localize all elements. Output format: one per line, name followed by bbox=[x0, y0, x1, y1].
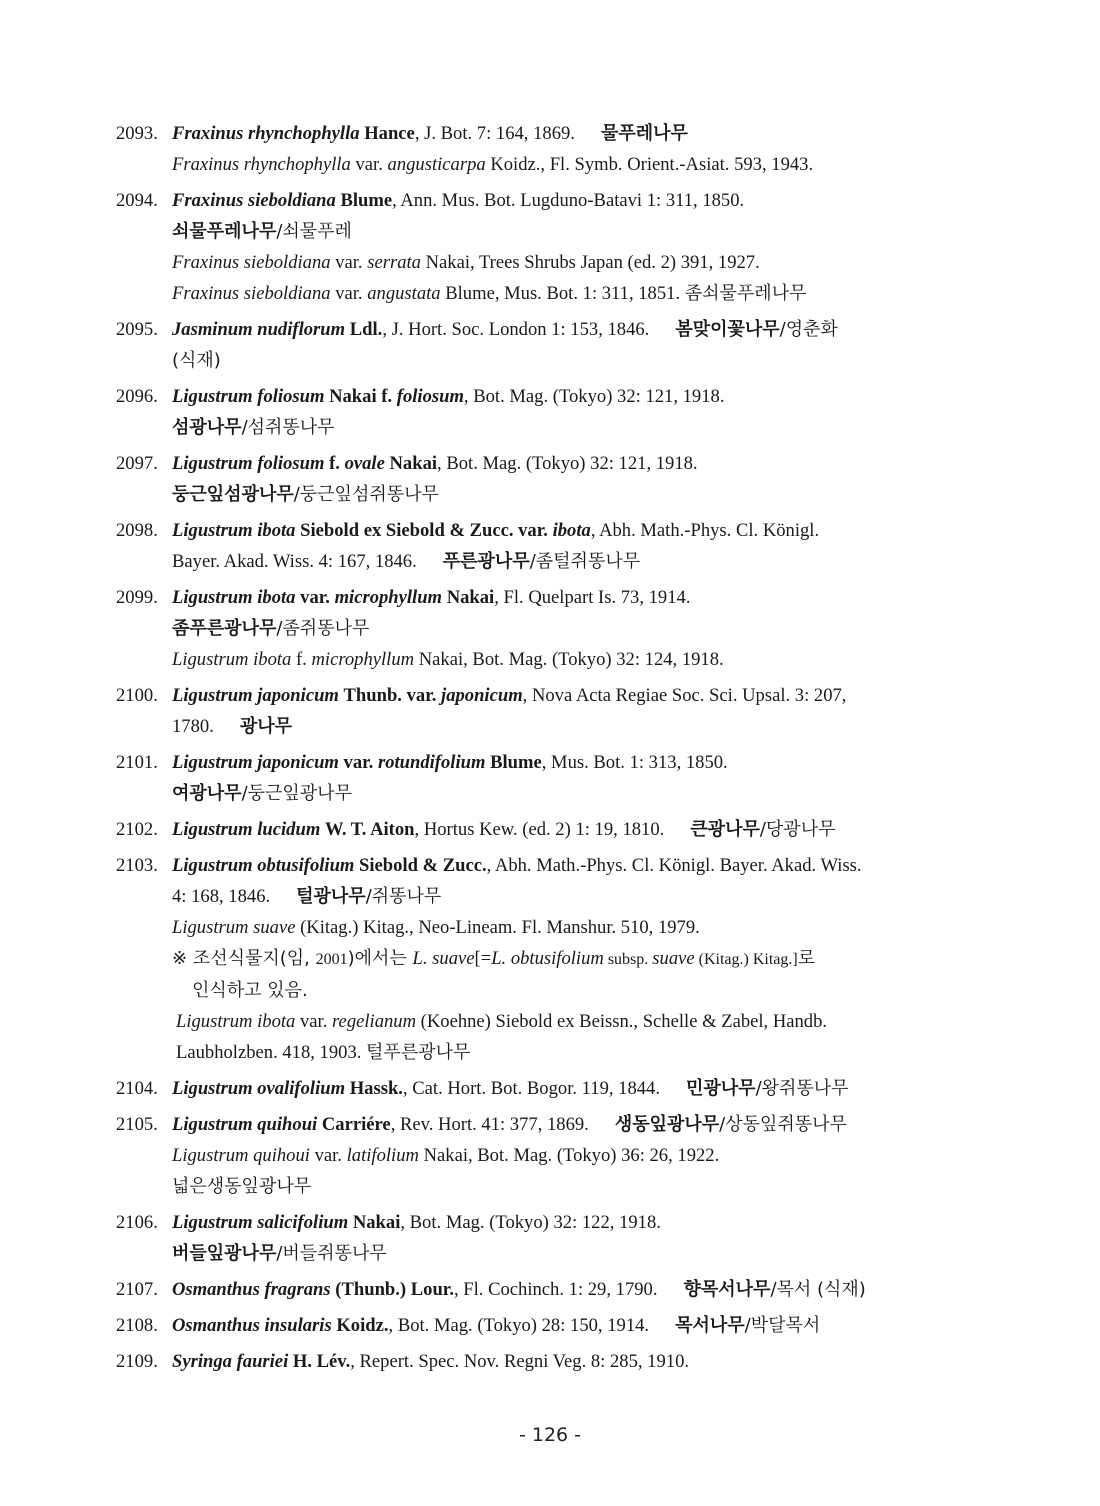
species-entry bbox=[116, 747, 996, 809]
synonym-name: Fraxinus sieboldiana bbox=[172, 283, 331, 304]
entry-line bbox=[116, 546, 996, 577]
citation-text: (Kitag.) Kitag., Neo-Lineam. Fl. Manshur. 510, 1979. bbox=[295, 917, 700, 938]
citation-text: var. bbox=[295, 1011, 333, 1032]
page-number: - 126 - bbox=[518, 1424, 582, 1446]
citation-text: , Mus. Bot. 1: 313, 1850. bbox=[541, 752, 728, 773]
citation-text: , Rev. Hort. 41: 377, 1869. bbox=[390, 1114, 589, 1135]
citation-text: [= bbox=[474, 948, 492, 969]
scientific-name: rotundifolium bbox=[377, 752, 486, 773]
synonym-name: serrata bbox=[367, 252, 421, 273]
author-name: Nakai bbox=[389, 453, 438, 474]
korean-text: /둥근잎섬쥐똥나무 bbox=[293, 484, 439, 505]
species-entry bbox=[116, 582, 996, 675]
entry-number: 2102. bbox=[116, 819, 158, 840]
korean-name: 생동잎광나무 bbox=[614, 1114, 720, 1135]
korean-text: /쥐똥나무 bbox=[365, 886, 442, 907]
korean-text: /좀털쥐똥나무 bbox=[529, 551, 641, 572]
scientific-name: Ligustrum japonicum bbox=[172, 752, 339, 773]
korean-name: 섬광나무 bbox=[172, 417, 242, 438]
species-entry bbox=[116, 1109, 996, 1202]
scientific-name: ovale bbox=[344, 453, 385, 474]
entry-line bbox=[116, 975, 996, 1006]
citation-text: Blume, Mus. Bot. 1: 311, 1851. bbox=[440, 283, 685, 304]
entry-line bbox=[116, 479, 996, 510]
korean-name: 둥근잎섬광나무 bbox=[172, 484, 294, 505]
entry-line bbox=[116, 1238, 996, 1269]
scientific-name: japonicum bbox=[441, 685, 523, 706]
citation-text: , Fl. Quelpart Is. 73, 1914. bbox=[494, 587, 691, 608]
korean-text: /좀쥐똥나무 bbox=[276, 618, 370, 639]
entry-line bbox=[116, 1310, 996, 1341]
author-name: Blume bbox=[490, 752, 542, 773]
author-name: Blume bbox=[340, 190, 393, 211]
entry-number: 2107. bbox=[116, 1279, 158, 1300]
citation-text: var. bbox=[330, 252, 368, 273]
scientific-name: Ligustrum ovalifolium bbox=[172, 1078, 346, 1099]
author-name: Carriére bbox=[321, 1114, 391, 1135]
korean-text: ※ 조선식물지(임, bbox=[172, 948, 316, 969]
entry-line bbox=[116, 314, 996, 345]
scientific-name: Ligustrum salicifolium bbox=[172, 1212, 349, 1233]
entry-number: 2106. bbox=[116, 1212, 158, 1233]
korean-text: /영춘화 bbox=[779, 319, 838, 340]
species-entry bbox=[116, 814, 996, 845]
species-entry bbox=[116, 515, 996, 577]
author-name: Koidz. bbox=[336, 1315, 389, 1336]
author-name: var. bbox=[300, 587, 335, 608]
korean-name: 푸른광나무 bbox=[442, 551, 530, 572]
entry-line bbox=[116, 943, 996, 975]
entry-number: 2100. bbox=[116, 685, 158, 706]
synonym-name: L. suave bbox=[412, 948, 475, 969]
entry-line bbox=[116, 448, 996, 479]
citation-text: , J. Hort. Soc. London 1: 153, 1846. bbox=[382, 319, 650, 340]
korean-name: 민광나무 bbox=[686, 1078, 756, 1099]
citation-text: Nakai, Bot. Mag. (Tokyo) 36: 26, 1922. bbox=[418, 1145, 720, 1166]
entry-line bbox=[116, 814, 996, 845]
entry-number: 2104. bbox=[116, 1078, 158, 1099]
citation-text: 2001 bbox=[315, 951, 348, 968]
entry-line bbox=[116, 1037, 996, 1068]
entry-line bbox=[116, 1140, 996, 1171]
author-name: Hance bbox=[364, 123, 415, 144]
entry-line bbox=[116, 644, 996, 675]
korean-name: 향목서나무 bbox=[683, 1279, 771, 1300]
korean-text: /버들쥐똥나무 bbox=[276, 1243, 387, 1264]
entry-line bbox=[116, 149, 996, 180]
entry-number: 2105. bbox=[116, 1114, 158, 1135]
species-list bbox=[116, 118, 996, 1382]
entry-number: 2097. bbox=[116, 453, 158, 474]
citation-text: , J. Bot. 7: 164, 1869. bbox=[414, 123, 575, 144]
korean-name: 물푸레나무 bbox=[600, 123, 688, 144]
scientific-name: Ligustrum ibota bbox=[172, 587, 296, 608]
entry-number: 2098. bbox=[116, 520, 158, 541]
korean-name: 버들잎광나무 bbox=[172, 1243, 277, 1264]
species-entry bbox=[116, 448, 996, 510]
scientific-name: Jasminum nudiflorum bbox=[172, 319, 346, 340]
korean-name: 털광나무 bbox=[296, 886, 366, 907]
entry-line bbox=[116, 381, 996, 412]
entry-number: 2093. bbox=[116, 123, 158, 144]
korean-name: 쇠물푸레나무 bbox=[172, 221, 277, 242]
korean-text: 로 bbox=[797, 948, 816, 969]
citation-text: f. bbox=[291, 649, 312, 670]
entry-line bbox=[116, 613, 996, 644]
species-entry bbox=[116, 1310, 996, 1341]
citation-text: var. bbox=[330, 283, 368, 304]
entry-line bbox=[116, 345, 996, 376]
korean-text: 좀쇠물푸레나무 bbox=[684, 283, 807, 304]
species-entry bbox=[116, 314, 996, 376]
korean-text: /쇠물푸레 bbox=[276, 221, 352, 242]
scientific-name: microphyllum bbox=[334, 587, 443, 608]
entry-line bbox=[116, 1073, 996, 1104]
author-name: Ldl. bbox=[349, 319, 383, 340]
citation-text: Nakai, Trees Shrubs Japan (ed. 2) 391, 1927. bbox=[420, 252, 760, 273]
author-name: W. T. Aiton bbox=[324, 819, 415, 840]
citation-text: , Repert. Spec. Nov. Regni Veg. 8: 285, 1910. bbox=[350, 1351, 690, 1372]
entry-number: 2096. bbox=[116, 386, 158, 407]
entry-line bbox=[116, 1346, 996, 1377]
synonym-name: suave bbox=[652, 948, 695, 969]
entry-number: 2099. bbox=[116, 587, 158, 608]
korean-text: /박달목서 bbox=[744, 1315, 821, 1336]
korean-text: /섬쥐똥나무 bbox=[241, 417, 335, 438]
korean-name: 큰광나무 bbox=[690, 819, 760, 840]
citation-text: (Koehne) Siebold ex Beissn., Schelle & Zabel, Handb. bbox=[416, 1011, 828, 1032]
korean-name: 광나무 bbox=[239, 716, 293, 737]
entry-number: 2094. bbox=[116, 190, 158, 211]
species-entry bbox=[116, 680, 996, 742]
citation-text: (Kitag.) Kitag.] bbox=[694, 951, 798, 968]
korean-text: (식재) bbox=[172, 350, 221, 371]
entry-line bbox=[116, 850, 996, 881]
korean-name: 봄맞이꽃나무 bbox=[675, 319, 780, 340]
author-name: Hassk. bbox=[349, 1078, 403, 1099]
synonym-name: microphyllum bbox=[311, 649, 415, 670]
scientific-name: foliosum bbox=[396, 386, 464, 407]
author-name: (Thunb.) Lour. bbox=[335, 1279, 454, 1300]
korean-name: 목서나무 bbox=[675, 1315, 745, 1336]
entry-line bbox=[116, 185, 996, 216]
entry-line bbox=[116, 1207, 996, 1238]
author-name: Siebold ex Siebold & Zucc. var. bbox=[300, 520, 553, 541]
entry-line bbox=[116, 1171, 996, 1202]
synonym-name: Fraxinus rhynchophylla bbox=[172, 154, 351, 175]
scientific-name: Ligustrum foliosum bbox=[172, 453, 325, 474]
species-entry bbox=[116, 1274, 996, 1305]
korean-text: 넓은생동잎광나무 bbox=[172, 1176, 312, 1197]
scientific-name: Fraxinus sieboldiana bbox=[172, 190, 336, 211]
citation-text: , Cat. Hort. Bot. Bogor. 119, 1844. bbox=[402, 1078, 660, 1099]
citation-text: , Abh. Math.-Phys. Cl. Königl. bbox=[590, 520, 820, 541]
citation-text: , Bot. Mag. (Tokyo) 32: 121, 1918. bbox=[437, 453, 698, 474]
synonym-name: angustata bbox=[367, 283, 441, 304]
scientific-name: Ligustrum japonicum bbox=[172, 685, 339, 706]
species-entry bbox=[116, 185, 996, 309]
entry-line bbox=[116, 247, 996, 278]
citation-text: 1780. bbox=[172, 716, 214, 737]
citation-text: , Hortus Kew. (ed. 2) 1: 19, 1810. bbox=[414, 819, 665, 840]
synonym-name: Ligustrum suave bbox=[172, 917, 296, 938]
scientific-name: Fraxinus rhynchophylla bbox=[172, 123, 360, 144]
entry-line bbox=[116, 1006, 996, 1037]
synonym-name: Ligustrum ibota bbox=[176, 1011, 296, 1032]
citation-text: Laubholzben. 418, 1903. bbox=[176, 1042, 367, 1063]
citation-text: , Abh. Math.-Phys. Cl. Königl. Bayer. Akad. Wiss. bbox=[486, 855, 862, 876]
citation-text: , Bot. Mag. (Tokyo) 32: 121, 1918. bbox=[463, 386, 725, 407]
scientific-name: Ligustrum ibota bbox=[172, 520, 296, 541]
synonym-name: L. obtusifolium bbox=[491, 948, 604, 969]
citation-text: var. bbox=[350, 154, 388, 175]
entry-number: 2108. bbox=[116, 1315, 158, 1336]
entry-line bbox=[116, 711, 996, 742]
author-name: Nakai bbox=[446, 587, 495, 608]
citation-text: var. bbox=[309, 1145, 347, 1166]
entry-line bbox=[116, 680, 996, 711]
entry-number: 2103. bbox=[116, 855, 158, 876]
entry-line bbox=[116, 118, 996, 149]
scientific-name: Osmanthus fragrans bbox=[172, 1279, 331, 1300]
author-name: H. Lév. bbox=[292, 1351, 351, 1372]
citation-text: 4: 168, 1846. bbox=[172, 886, 271, 907]
citation-text: Koidz., Fl. Symb. Orient.-Asiat. 593, 1943. bbox=[485, 154, 814, 175]
scientific-name: Ligustrum obtusifolium bbox=[172, 855, 355, 876]
species-entry bbox=[116, 850, 996, 1068]
entry-line bbox=[116, 515, 996, 546]
korean-name: 좀푸른광나무 bbox=[172, 618, 277, 639]
species-entry bbox=[116, 1207, 996, 1269]
korean-text: /목서 (식재) bbox=[770, 1279, 866, 1300]
scientific-name: Ligustrum foliosum bbox=[172, 386, 325, 407]
scientific-name: Ligustrum lucidum bbox=[172, 819, 321, 840]
scientific-name: Ligustrum quihoui bbox=[172, 1114, 318, 1135]
korean-text: 인식하고 있음. bbox=[192, 980, 308, 1001]
korean-text: /당광나무 bbox=[759, 819, 836, 840]
entry-line bbox=[116, 582, 996, 613]
korean-text: /상동잎쥐똥나무 bbox=[719, 1114, 847, 1135]
species-entry bbox=[116, 1073, 996, 1104]
author-name: Siebold & Zucc. bbox=[359, 855, 487, 876]
citation-text: , Bot. Mag. (Tokyo) 28: 150, 1914. bbox=[388, 1315, 650, 1336]
entry-line bbox=[116, 778, 996, 809]
korean-text: )에서는 bbox=[347, 948, 413, 969]
citation-text: , Nova Acta Regiae Soc. Sci. Upsal. 3: 207, bbox=[522, 685, 847, 706]
entry-line bbox=[116, 747, 996, 778]
author-name: Thunb. var. bbox=[343, 685, 442, 706]
author-name: Nakai f. bbox=[329, 386, 397, 407]
author-name: f. bbox=[329, 453, 345, 474]
citation-text: , Bot. Mag. (Tokyo) 32: 122, 1918. bbox=[400, 1212, 661, 1233]
synonym-name: Fraxinus sieboldiana bbox=[172, 252, 331, 273]
synonym-name: latifolium bbox=[346, 1145, 419, 1166]
species-entry bbox=[116, 1346, 996, 1377]
species-entry bbox=[116, 118, 996, 180]
citation-text: subsp. bbox=[603, 951, 653, 968]
citation-text: Bayer. Akad. Wiss. 4: 167, 1846. bbox=[172, 551, 417, 572]
korean-name: 여광나무 bbox=[172, 783, 242, 804]
entry-line bbox=[116, 1274, 996, 1305]
citation-text: Nakai, Bot. Mag. (Tokyo) 32: 124, 1918. bbox=[414, 649, 724, 670]
entry-line bbox=[116, 881, 996, 912]
korean-text: 털푸른광나무 bbox=[366, 1042, 471, 1063]
species-entry bbox=[116, 381, 996, 443]
scientific-name: Osmanthus insularis bbox=[172, 1315, 332, 1336]
entry-line bbox=[116, 216, 996, 247]
scientific-name: ibota bbox=[552, 520, 591, 541]
entry-line bbox=[116, 1109, 996, 1140]
korean-text: /왕쥐똥나무 bbox=[755, 1078, 849, 1099]
synonym-name: angusticarpa bbox=[387, 154, 486, 175]
synonym-name: Ligustrum quihoui bbox=[172, 1145, 310, 1166]
entry-line bbox=[116, 912, 996, 943]
citation-text: , Fl. Cochinch. 1: 29, 1790. bbox=[453, 1279, 658, 1300]
scientific-name: Syringa fauriei bbox=[172, 1351, 289, 1372]
synonym-name: Ligustrum ibota bbox=[172, 649, 292, 670]
synonym-name: regelianum bbox=[332, 1011, 417, 1032]
author-name: var. bbox=[343, 752, 378, 773]
entry-number: 2109. bbox=[116, 1351, 158, 1372]
entry-line bbox=[116, 278, 996, 309]
citation-text: , Ann. Mus. Bot. Lugduno-Batavi 1: 311, 1850. bbox=[392, 190, 745, 211]
korean-text: /둥근잎광나무 bbox=[241, 783, 352, 804]
entry-line bbox=[116, 412, 996, 443]
entry-number: 2095. bbox=[116, 319, 158, 340]
entry-number: 2101. bbox=[116, 752, 158, 773]
author-name: Nakai bbox=[352, 1212, 401, 1233]
